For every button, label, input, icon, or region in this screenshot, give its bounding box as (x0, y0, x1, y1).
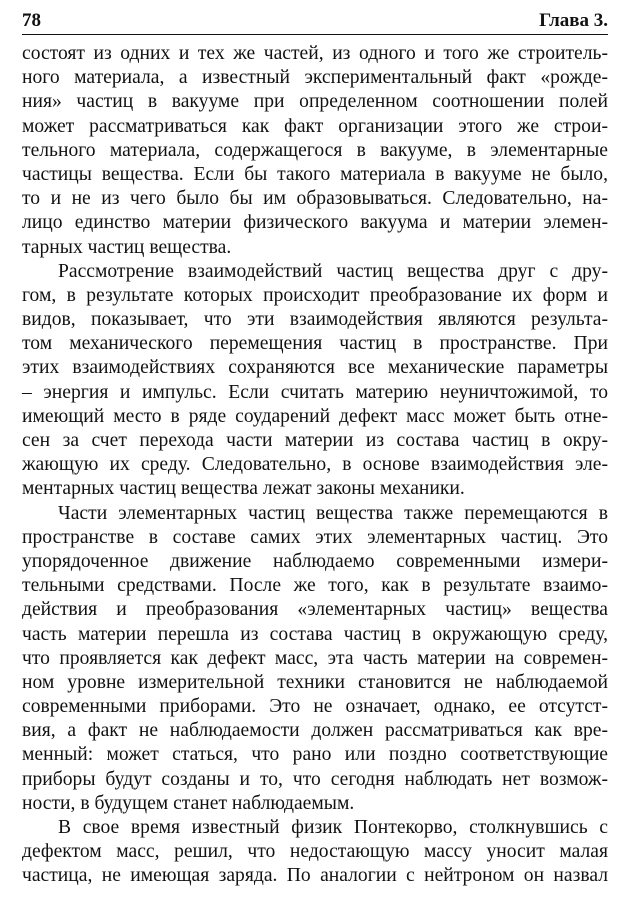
text-line: этих взаимодействиях сохраняются все механические параметры (22, 357, 608, 379)
text-line: частица, не имеющая заряда. По аналогии с нейтроном он назвал (22, 865, 608, 887)
text-line: действия и преобразования «элементарных частиц» вещества (22, 599, 608, 621)
text-line: то и не из чего было бы им образовываться. Следовательно, на- (22, 188, 608, 210)
text-line: видов, показывает, что эти взаимодействия являются результа- (22, 309, 608, 331)
text-line: дефектом масс, решил, что недостающую массу уносит малая (22, 841, 608, 863)
text-line: – энергия и импульс. Если считать материю неуничтожимой, то (22, 381, 608, 403)
text-line: Рассмотрение взаимодействий частиц вещества друг с дру- (58, 260, 608, 282)
text-line: гом, в результате которых происходит преобразование их форм и (22, 284, 608, 306)
running-head (22, 8, 608, 35)
paragraph (22, 42, 608, 260)
text-line: что проявляется как дефект масс, эта часть материи на современ- (22, 647, 608, 669)
text-line: ности, в будущем станет наблюдаемым. (22, 792, 355, 814)
paragraph (22, 816, 608, 889)
text-line: часть материи перешла из состава частиц в окружающую среду, (22, 623, 608, 645)
text-line: тарных частиц вещества. (22, 236, 232, 258)
chapter-label: Глава 3. (539, 10, 608, 31)
paragraph (22, 260, 608, 502)
paragraph (22, 502, 608, 816)
text-line: менный: может статься, что рано или поздно соответствующие (22, 744, 608, 766)
text-line: ментарных частиц вещества лежат законы механики. (22, 478, 465, 500)
page-number: 78 (22, 10, 41, 31)
text-line: том механического перемещения частиц в пространстве. При (22, 333, 608, 355)
text-line: может рассматриваться как факт организации этого же строи- (22, 115, 608, 137)
text-line: жающую их среду. Следовательно, в основе взаимодействия эле- (22, 454, 608, 476)
text-line: состоят из одних и тех же частей, из одного и того же строитель- (22, 43, 608, 64)
text-line: ного материала, а известный экспериментальный факт «рожде- (22, 67, 608, 89)
text-line: современными приборами. Это не означает, однако, ее отсутст- (22, 696, 608, 718)
text-line: В свое время известный физик Понтекорво, столкнувшись с (58, 817, 608, 838)
text-line: лицо единство материи физического вакуума и материи элемен- (22, 212, 608, 234)
text-line: тельными средствами. После же того, как в результате взаимо- (22, 575, 608, 597)
text-line: вия, а факт не наблюдаемости должен рассматриваться как вре- (22, 720, 608, 742)
book-page (22, 8, 608, 889)
text-line: приборы будут созданы и то, что сегодня наблюдать нет возмож- (22, 768, 608, 790)
text-line: имеющий место в ряде соударений дефект масс может быть отне- (22, 405, 608, 427)
text-line: тельного материала, содержащегося в вакууме, в элементарные (22, 139, 608, 161)
text-line: ния» частиц в вакууме при определенном соотношении полей (22, 91, 608, 113)
text-line: ном уровне измерительной техники становится не наблюдаемой (22, 671, 608, 693)
text-line: частицы вещества. Если бы такого материала в вакууме не было, (22, 163, 608, 185)
text-line: упорядоченное движение наблюдаемо современными измери- (22, 550, 608, 572)
text-line: сен за счет перехода части материи из состава частиц в окру- (22, 430, 608, 451)
text-line: пространстве в составе самих этих элементарных частиц. Это (22, 526, 608, 548)
text-line: Части элементарных частиц вещества также перемещаются в (58, 502, 608, 524)
body-text (22, 42, 608, 889)
